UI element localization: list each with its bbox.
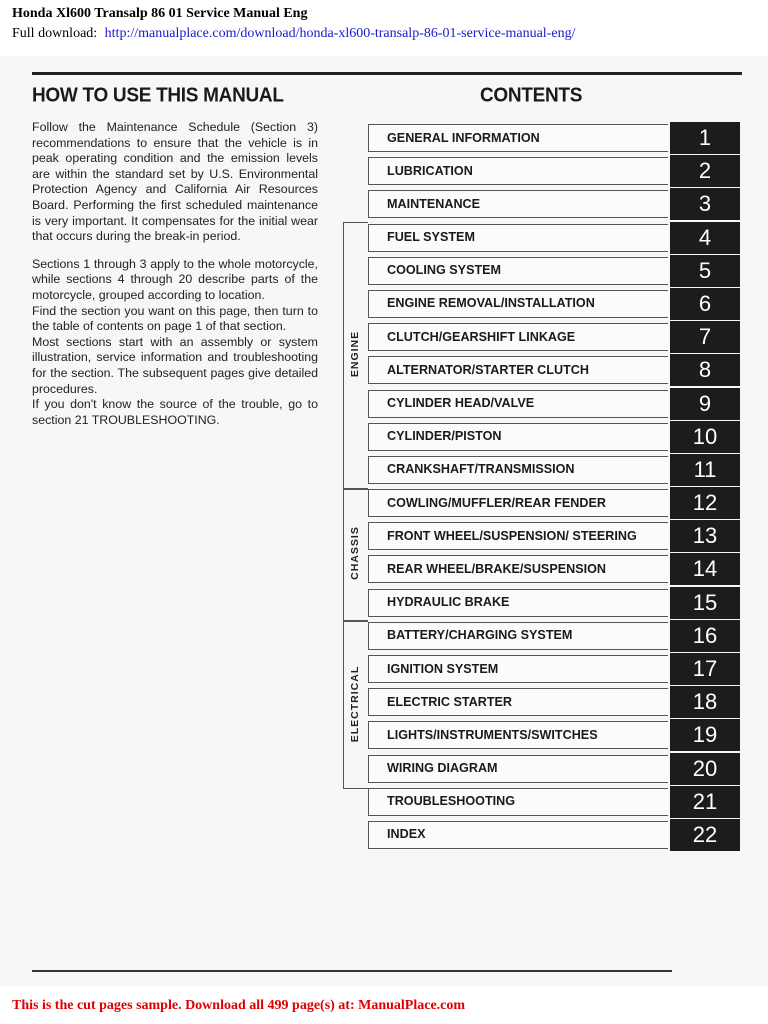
contents-item[interactable] (368, 587, 740, 620)
contents-item-label: COWLING/MUFFLER/REAR FENDER (368, 489, 668, 517)
howto-paragraph: Most sections start with an assembly or system illustration, service information and troubleshooting for the section. The subsequent pages give detailed procedures. (32, 334, 318, 396)
contents-item-label: FUEL SYSTEM (368, 224, 668, 252)
contents-item[interactable] (368, 753, 740, 786)
howto-body (32, 120, 318, 428)
section-number-tab: 13 (670, 520, 740, 552)
section-number-tab: 2 (670, 155, 740, 187)
contents-item[interactable] (368, 321, 740, 354)
contents-item[interactable] (368, 255, 740, 288)
contents-title: CONTENTS (480, 84, 583, 107)
contents-item-label: LUBRICATION (368, 157, 668, 185)
contents-list (368, 122, 740, 852)
contents-item[interactable] (368, 719, 740, 752)
contents-item[interactable] (368, 122, 740, 155)
contents-item[interactable] (368, 620, 740, 653)
howto-paragraph: Sections 1 through 3 apply to the whole motorcycle, while sections 4 through 20 describe parts of the motorcycle, grouped according to location. (32, 256, 318, 302)
contents-item[interactable] (368, 288, 740, 321)
contents-item[interactable] (368, 553, 740, 586)
section-number-tab: 3 (670, 188, 740, 220)
section-number-tab: 10 (670, 421, 740, 453)
top-rule (32, 72, 742, 75)
document-title: Honda Xl600 Transalp 86 01 Service Manual Eng (12, 6, 308, 21)
section-number-tab: 21 (670, 786, 740, 818)
howto-title: HOW TO USE THIS MANUAL (32, 84, 284, 107)
electrical-group-label: ELECTRICAL (349, 665, 361, 743)
contents-item-label: CYLINDER HEAD/VALVE (368, 390, 668, 418)
download-link[interactable]: http://manualplace.com/download/honda-xl600-transalp-86-01-service-manual-eng/ (104, 26, 576, 41)
contents-item[interactable] (368, 487, 740, 520)
contents-item[interactable] (368, 188, 740, 221)
contents-item-label: CRANKSHAFT/TRANSMISSION (368, 456, 668, 484)
section-number-tab: 8 (670, 354, 740, 386)
contents-item-label: INDEX (368, 821, 668, 849)
contents-item-label: LIGHTS/INSTRUMENTS/SWITCHES (368, 721, 668, 749)
howto-paragraph: If you don't know the source of the trouble, go to section 21 TROUBLESHOOTING. (32, 397, 318, 427)
contents-item[interactable] (368, 520, 740, 553)
contents-item[interactable] (368, 222, 740, 255)
contents-item-label: CLUTCH/GEARSHIFT LINKAGE (368, 323, 668, 351)
contents-item[interactable] (368, 786, 740, 819)
contents-item-label: GENERAL INFORMATION (368, 124, 668, 152)
contents-item-label: TROUBLESHOOTING (368, 788, 668, 816)
contents-item-label: FRONT WHEEL/SUSPENSION/ STEERING (368, 522, 668, 550)
contents-item[interactable] (368, 454, 740, 487)
bottom-rule (32, 970, 672, 972)
contents-item[interactable] (368, 388, 740, 421)
contents-item-label: COOLING SYSTEM (368, 257, 668, 285)
section-number-tab: 1 (670, 122, 740, 154)
section-number-tab: 19 (670, 719, 740, 751)
sample-notice: This is the cut pages sample. Download all 499 page(s) at: ManualPlace.com (12, 998, 466, 1013)
contents-item[interactable] (368, 155, 740, 188)
contents-item[interactable] (368, 686, 740, 719)
contents-item-label: IGNITION SYSTEM (368, 655, 668, 683)
chassis-group-label: CHASSIS (349, 526, 361, 580)
download-label: Full download: (12, 26, 98, 41)
howto-paragraph: Find the section you want on this page, then turn to the table of contents on page 1 of that section. (32, 303, 318, 334)
contents-item[interactable] (368, 421, 740, 454)
engine-group-label: ENGINE (349, 330, 361, 378)
contents-item[interactable] (368, 354, 740, 387)
contents-item-label: ENGINE REMOVAL/INSTALLATION (368, 290, 668, 318)
contents-item-label: HYDRAULIC BRAKE (368, 589, 668, 617)
contents-item[interactable] (368, 819, 740, 852)
contents-item-label: ALTERNATOR/STARTER CLUTCH (368, 356, 668, 384)
contents-item-label: BATTERY/CHARGING SYSTEM (368, 622, 668, 650)
contents-item-label: ELECTRIC STARTER (368, 688, 668, 716)
section-number-tab: 4 (670, 222, 740, 254)
download-line (12, 26, 575, 42)
section-number-tab: 9 (670, 388, 740, 420)
section-number-tab: 7 (670, 321, 740, 353)
section-number-tab: 11 (670, 454, 740, 486)
section-number-tab: 18 (670, 686, 740, 718)
section-number-tab: 15 (670, 587, 740, 619)
section-number-tab: 22 (670, 819, 740, 851)
contents-item-label: MAINTENANCE (368, 190, 668, 218)
contents-item-label: CYLINDER/PISTON (368, 423, 668, 451)
section-number-tab: 17 (670, 653, 740, 685)
contents-item[interactable] (368, 653, 740, 686)
section-number-tab: 5 (670, 255, 740, 287)
section-number-tab: 16 (670, 620, 740, 652)
contents-item-label: WIRING DIAGRAM (368, 755, 668, 783)
howto-paragraph: Follow the Maintenance Schedule (Section 3) recommendations to ensure that the vehicle is in peak operating condition and the emission levels are within the standard set by U.S. Environmental Protection Agency and California Air Resources Board. Performing the first scheduled maintenance is very important. It compensates for the initial wear that occurs during the break-in period. (32, 120, 318, 244)
section-number-tab: 20 (670, 753, 740, 785)
section-number-tab: 14 (670, 553, 740, 585)
section-number-tab: 6 (670, 288, 740, 320)
section-number-tab: 12 (670, 487, 740, 519)
contents-item-label: REAR WHEEL/BRAKE/SUSPENSION (368, 555, 668, 583)
